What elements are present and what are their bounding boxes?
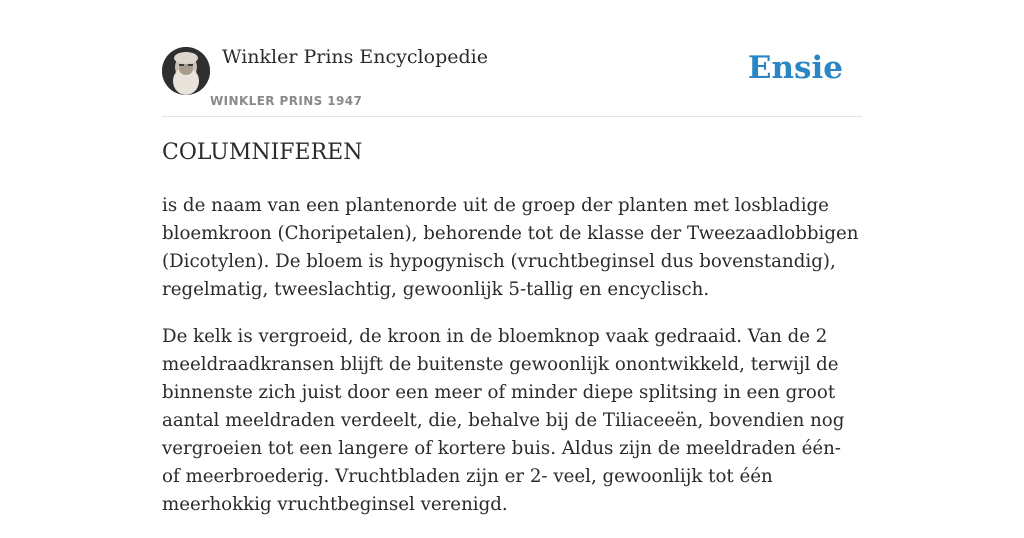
source-avatar[interactable]	[162, 47, 210, 95]
article-paragraph: is de naam van een plantenorde uit de groep der planten met losbladige bloemkroon (Choripetalen), behorende tot de klasse der Tweezaadlobbigen (Dicotylen). De bloem is hypogynisch (vruchtbeginsel dus bovenstandig), regelmatig, tweeslachtig, gewoonlijk 5-tallig en encyclisch.	[162, 195, 859, 300]
source-subtitle[interactable]: WINKLER PRINS 1947	[210, 94, 363, 108]
article-body	[162, 192, 862, 538]
article-paragraph: De kelk is vergroeid, de kroon in de bloemknop vaak gedraaid. Van de 2 meeldraadkransen blijft de buitenste gewoonlijk onontwikkeld, terwijl de binnenste zich juist door een meer of minder diepe splitsing in een groot aantal meeldraden verdeelt, die, behalve bij de Tiliaceeën, bovendien nog vergroeien tot een langere of kortere buis. Aldus zijn de meeldraden één- of meerbroederig. Vruchtbladen zijn er 2- veel, gewoonlijk tot één meerhokkig vruchtbeginsel verenigd.	[162, 326, 845, 515]
source-header	[162, 40, 862, 117]
bearded-man-portrait-icon	[162, 47, 210, 95]
article-title: COLUMNIFEREN	[162, 140, 363, 165]
brand-logo[interactable]: Ensie	[747, 50, 843, 86]
source-title[interactable]: Winkler Prins Encyclopedie	[222, 46, 488, 68]
